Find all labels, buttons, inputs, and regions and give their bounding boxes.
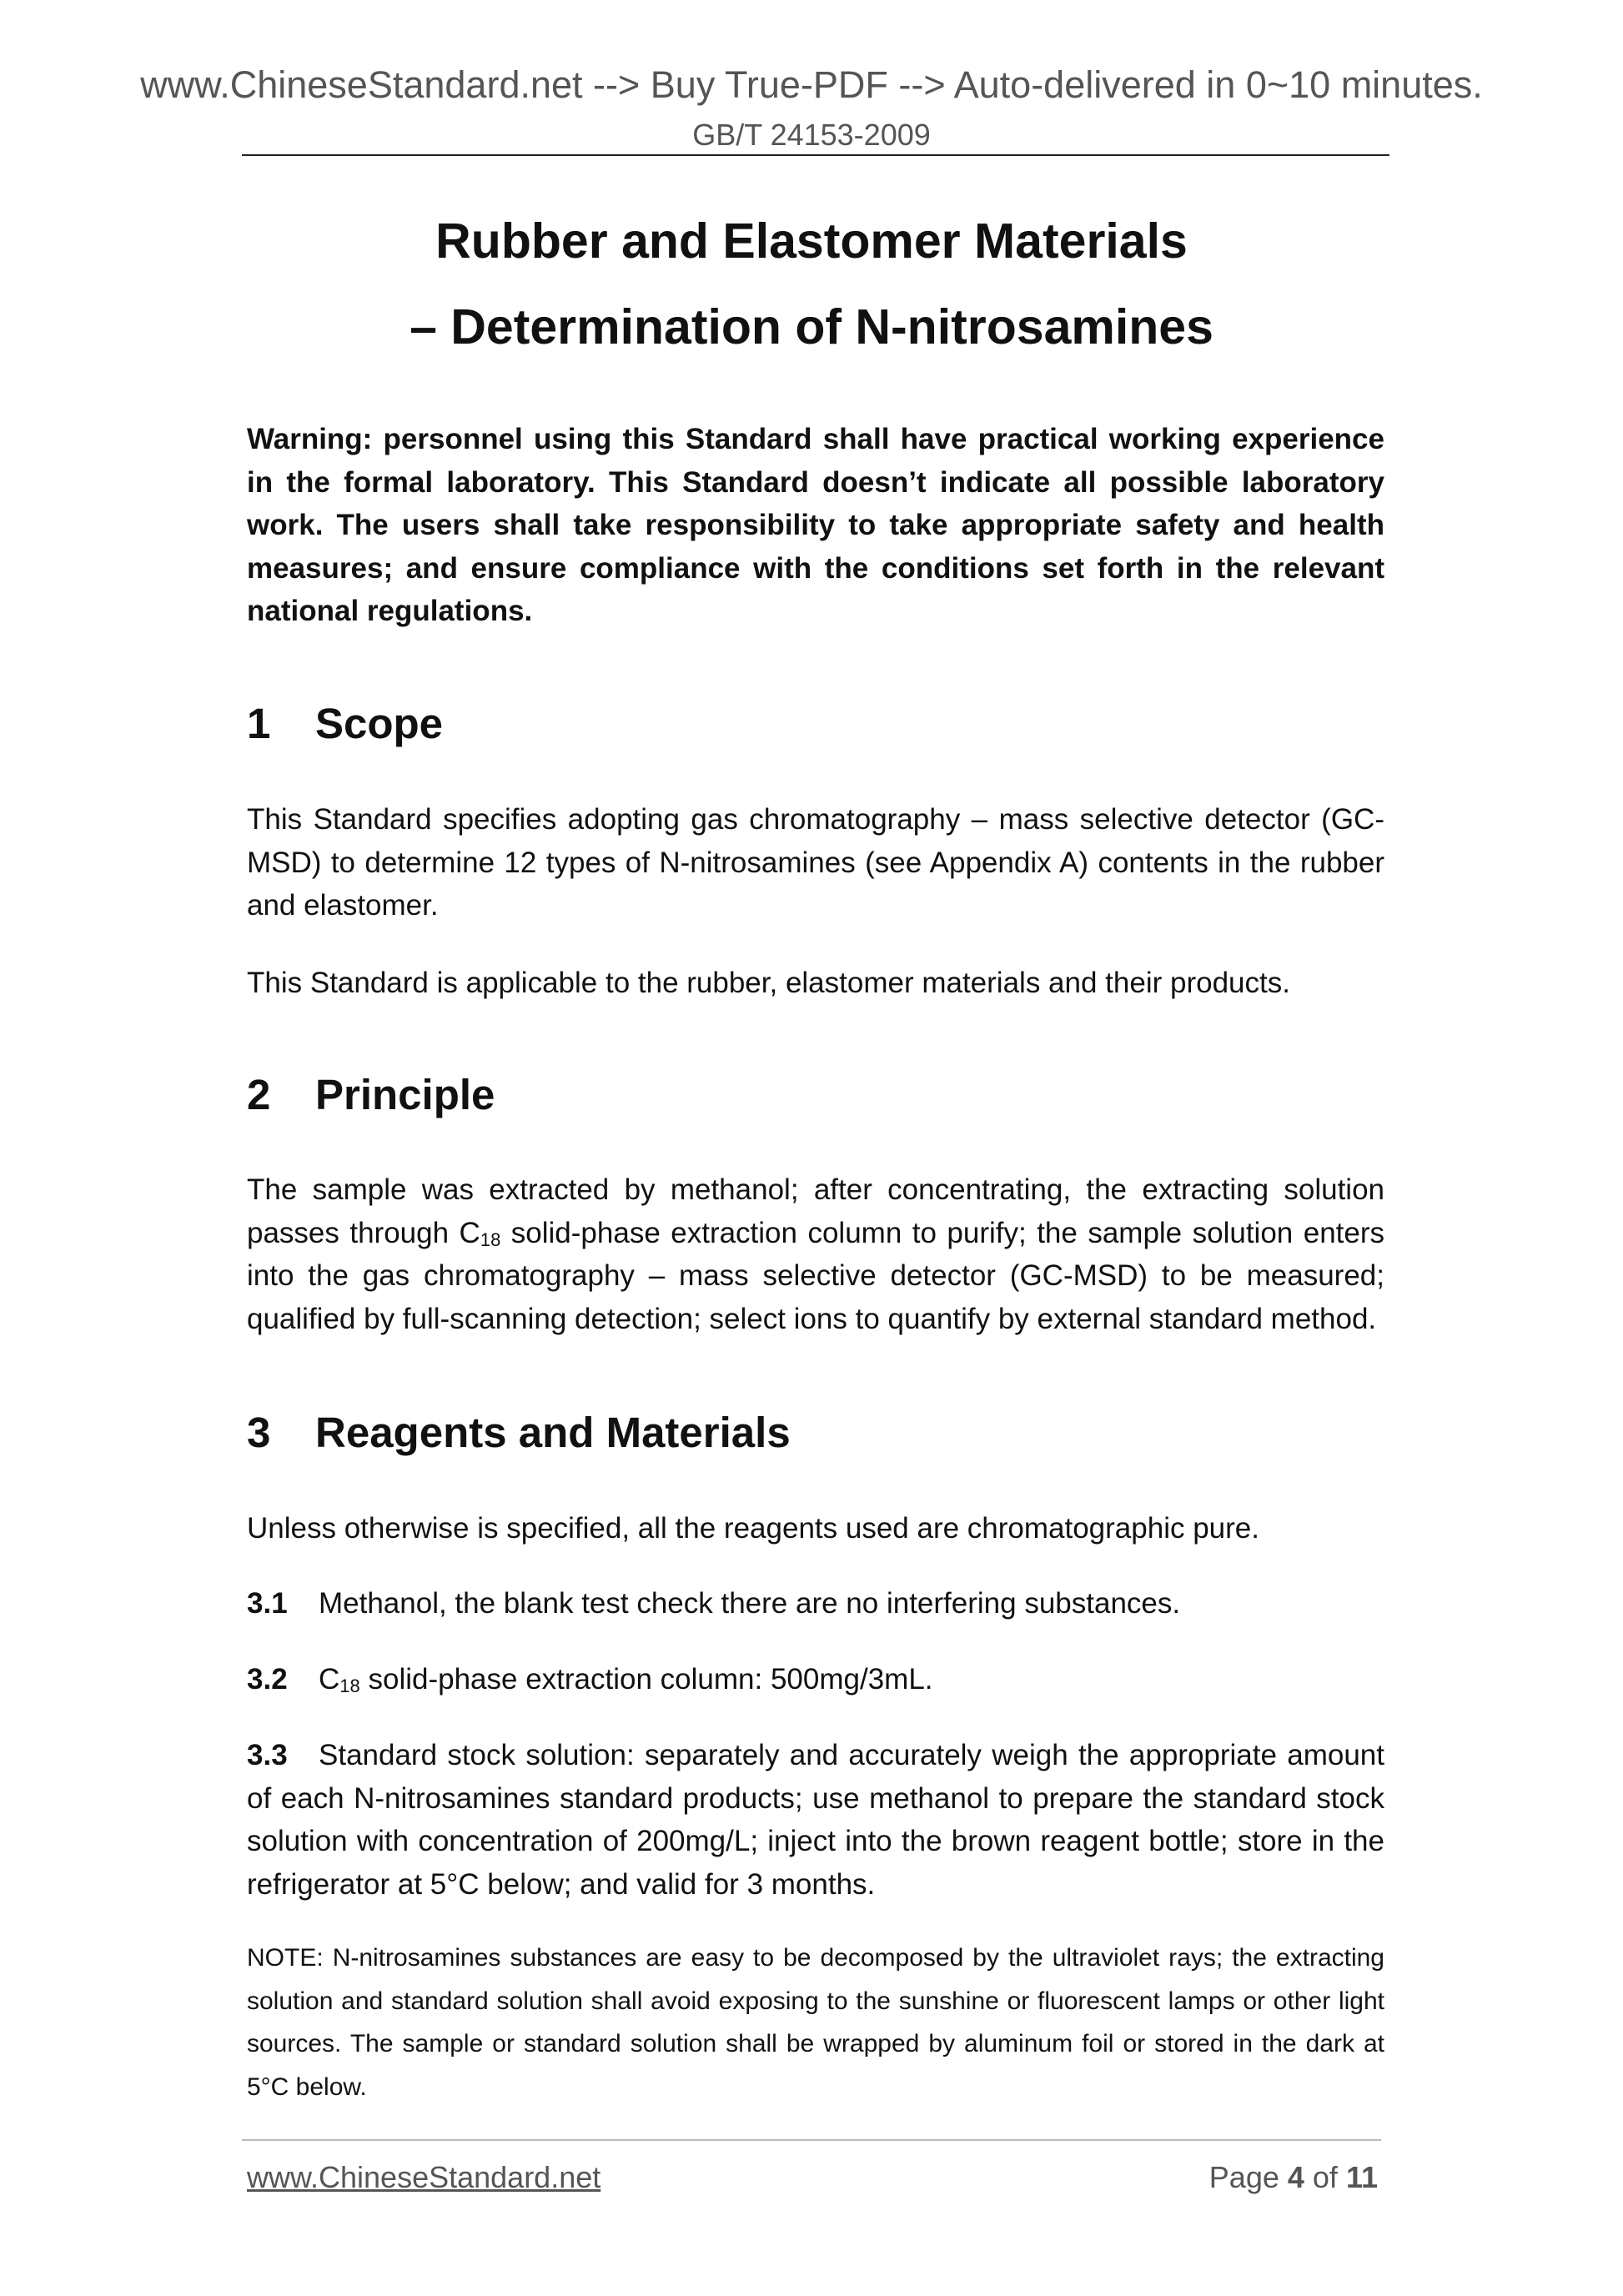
clause-3-3-number: 3.3	[247, 1739, 288, 1771]
footer-divider	[242, 2139, 1381, 2141]
reagents-intro: Unless otherwise is specified, all the reagents used are chromatographic pure.	[247, 1512, 1259, 1545]
clause-3-1	[247, 1582, 1384, 1625]
clause-3-2-text-part-1: C	[319, 1663, 340, 1696]
warning-paragraph: Warning: personnel using this Standard shall have practical working experience in the formal laboratory. This Standard doesn’t indicate all possible laboratory work. The users shall take responsibility to take appropriate safety and health measures; and ensure compliance with the conditions set forth in the relevant national regulations.	[247, 423, 1384, 627]
clause-3-1-text: Methanol, the blank test check there are no interfering substances.	[319, 1587, 1181, 1620]
scope-paragraph-2: This Standard is applicable to the rubber, elastomer materials and their products.	[247, 967, 1290, 999]
section-2-heading	[247, 1070, 495, 1120]
scope-paragraph-1: This Standard specifies adopting gas chromatography – mass selective detector (GC-MSD) to determine 12 types of N-nitrosamines (see Appendix A) contents in the rubber and elastomer.	[247, 803, 1384, 922]
clause-3-2	[247, 1658, 1384, 1701]
section-3-title: Reagents and Materials	[315, 1409, 791, 1456]
page-prefix: Page	[1208, 2160, 1288, 2194]
footer-website-link[interactable]: www.ChineseStandard.net	[247, 2160, 601, 2194]
section-1-title: Scope	[315, 700, 444, 747]
section-1-number: 1	[247, 700, 271, 747]
top-banner[interactable]: www.ChineseStandard.net --> Buy True-PDF --> Auto-delivered in 0~10 minutes.	[140, 63, 1483, 106]
principle-text-part-1: The sample was extracted by methanol; after concentrating, the extracting solution passes through C	[247, 1173, 1384, 1249]
principle-paragraph	[247, 1168, 1384, 1340]
clause-3-2-number: 3.2	[247, 1663, 288, 1696]
clause-3-1-number: 3.1	[247, 1587, 288, 1620]
section-3-heading	[247, 1408, 791, 1458]
page-title-line-2: – Determination of N-nitrosamines	[410, 299, 1213, 354]
principle-subscript: 18	[480, 1228, 501, 1250]
principle-text-part-2: solid-phase extraction column to purify; the sample solution enters into the gas chromatography – mass selective detector (GC-MSD) to be measured; qualified by full-scanning detection; select ions to quantify by external standard method.	[247, 1216, 1385, 1335]
section-1-heading	[247, 699, 443, 749]
header-divider	[242, 154, 1389, 156]
clause-3-2-text-part-2: solid-phase extraction column: 500mg/3mL.	[359, 1663, 933, 1696]
clause-3-2-subscript: 18	[339, 1676, 360, 1696]
note-paragraph: NOTE: N-nitrosamines substances are easy to be decomposed by the ultraviolet rays; the extracting solution and standard solution shall avoid exposing to the sunshine or fluorescent lamps or other light sources. The sample or standard solution shall be wrapped by aluminum foil or stored in the dark at 5°C below.	[247, 1944, 1384, 2101]
section-2-title: Principle	[315, 1071, 495, 1118]
clause-3-3-text: Standard stock solution: separately and accurately weigh the appropriate amount of each N-nitrosamines standard products; use methanol to prepare the standard stock solution with concentration of 200mg/L; inject into the brown reagent bottle; store in the refrigerator at 5°C below; and valid for 3 months.	[247, 1739, 1384, 1901]
section-3-number: 3	[247, 1409, 271, 1456]
page-total: 11	[1345, 2160, 1378, 2194]
clause-3-3	[247, 1734, 1384, 1906]
page-of: of	[1304, 2160, 1346, 2194]
page-indicator	[1209, 2158, 1378, 2197]
page-current: 4	[1287, 2160, 1304, 2194]
section-2-number: 2	[247, 1071, 271, 1118]
page-title-line-1: Rubber and Elastomer Materials	[435, 214, 1188, 269]
standard-code: GB/T 24153-2009	[692, 118, 931, 152]
